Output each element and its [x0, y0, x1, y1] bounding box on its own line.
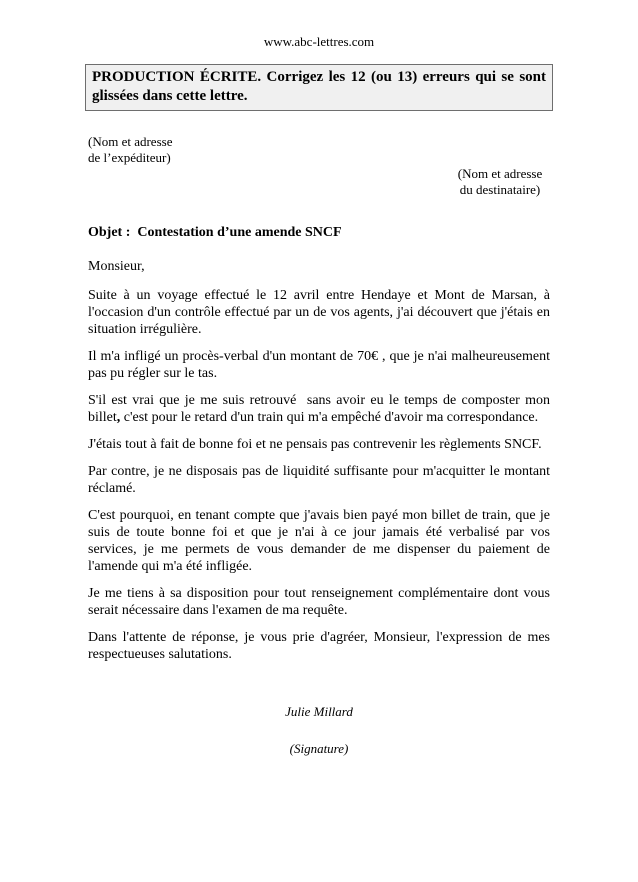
- body-paragraph: Dans l'attente de réponse, je vous prie d'agréer, Monsieur, l'expression de mes respectueuses salutations.: [88, 630, 554, 662]
- sender-address-placeholder: [88, 134, 550, 166]
- subject-line: Objet : Contestation d’une amende SNCF: [88, 225, 342, 240]
- sender-address-line: (Nom et adresse: [88, 134, 173, 149]
- paragraph-text: c'est pour le retard d'un train qui m'a empêché d'avoir ma correspondance.: [120, 410, 539, 425]
- body-paragraph: J'étais tout à fait de bonne foi et ne pensais pas contrevenir les règlements SNCF.: [88, 437, 542, 452]
- body-paragraph: Il m'a infligé un procès-verbal d'un montant de 70€ , que je n'ai malheureusement pas pu régler sur le tas.: [88, 349, 554, 381]
- sender-address-line: de l’expéditeur): [88, 150, 171, 165]
- salutation: Monsieur,: [88, 259, 145, 274]
- recipient-address-line: du destinataire): [459, 182, 541, 197]
- recipient-address-placeholder: [450, 166, 550, 198]
- body-paragraph: C'est pourquoi, en tenant compte que j'avais bien payé mon billet de train, que je suis de toute bonne foi et que je n'ai à ce jour jamais été verbalisé par vos services, je me permets de vous demander de me dispenser du paiement de l'amende qui m'a été infligée.: [88, 508, 554, 574]
- instruction-box: [85, 64, 553, 111]
- body-paragraph: Par contre, je ne disposais pas de liquidité suffisante pour m'acquitter le montant réclamé.: [88, 464, 554, 496]
- body-paragraph: Je me tiens à sa disposition pour tout renseignement complémentaire dont vous serait nécessaire dans l'examen de ma requête.: [88, 586, 554, 618]
- site-url: www.abc-lettres.com: [263, 34, 375, 49]
- bold-comma: ,: [116, 410, 121, 425]
- body-paragraph: [88, 392, 554, 426]
- signature-label: (Signature): [289, 741, 349, 756]
- signature-name: Julie Millard: [285, 704, 353, 719]
- instruction-text: PRODUCTION ÉCRITE. Corrigez les 12 (ou 13) erreurs qui se sont glissées dans cette lettre.: [92, 69, 546, 104]
- paragraph-text: S'il est vrai que je me suis retrouvé sans avoir eu le temps de composter mon billet: [88, 393, 554, 425]
- recipient-address-line: (Nom et adresse: [457, 166, 543, 181]
- body-paragraph: Suite à un voyage effectué le 12 avril entre Hendaye et Mont de Marsan, à l'occasion d'un contrôle effectué par un de vos agents, j'ai découvert que j'étais en situation irrégulière.: [88, 288, 554, 337]
